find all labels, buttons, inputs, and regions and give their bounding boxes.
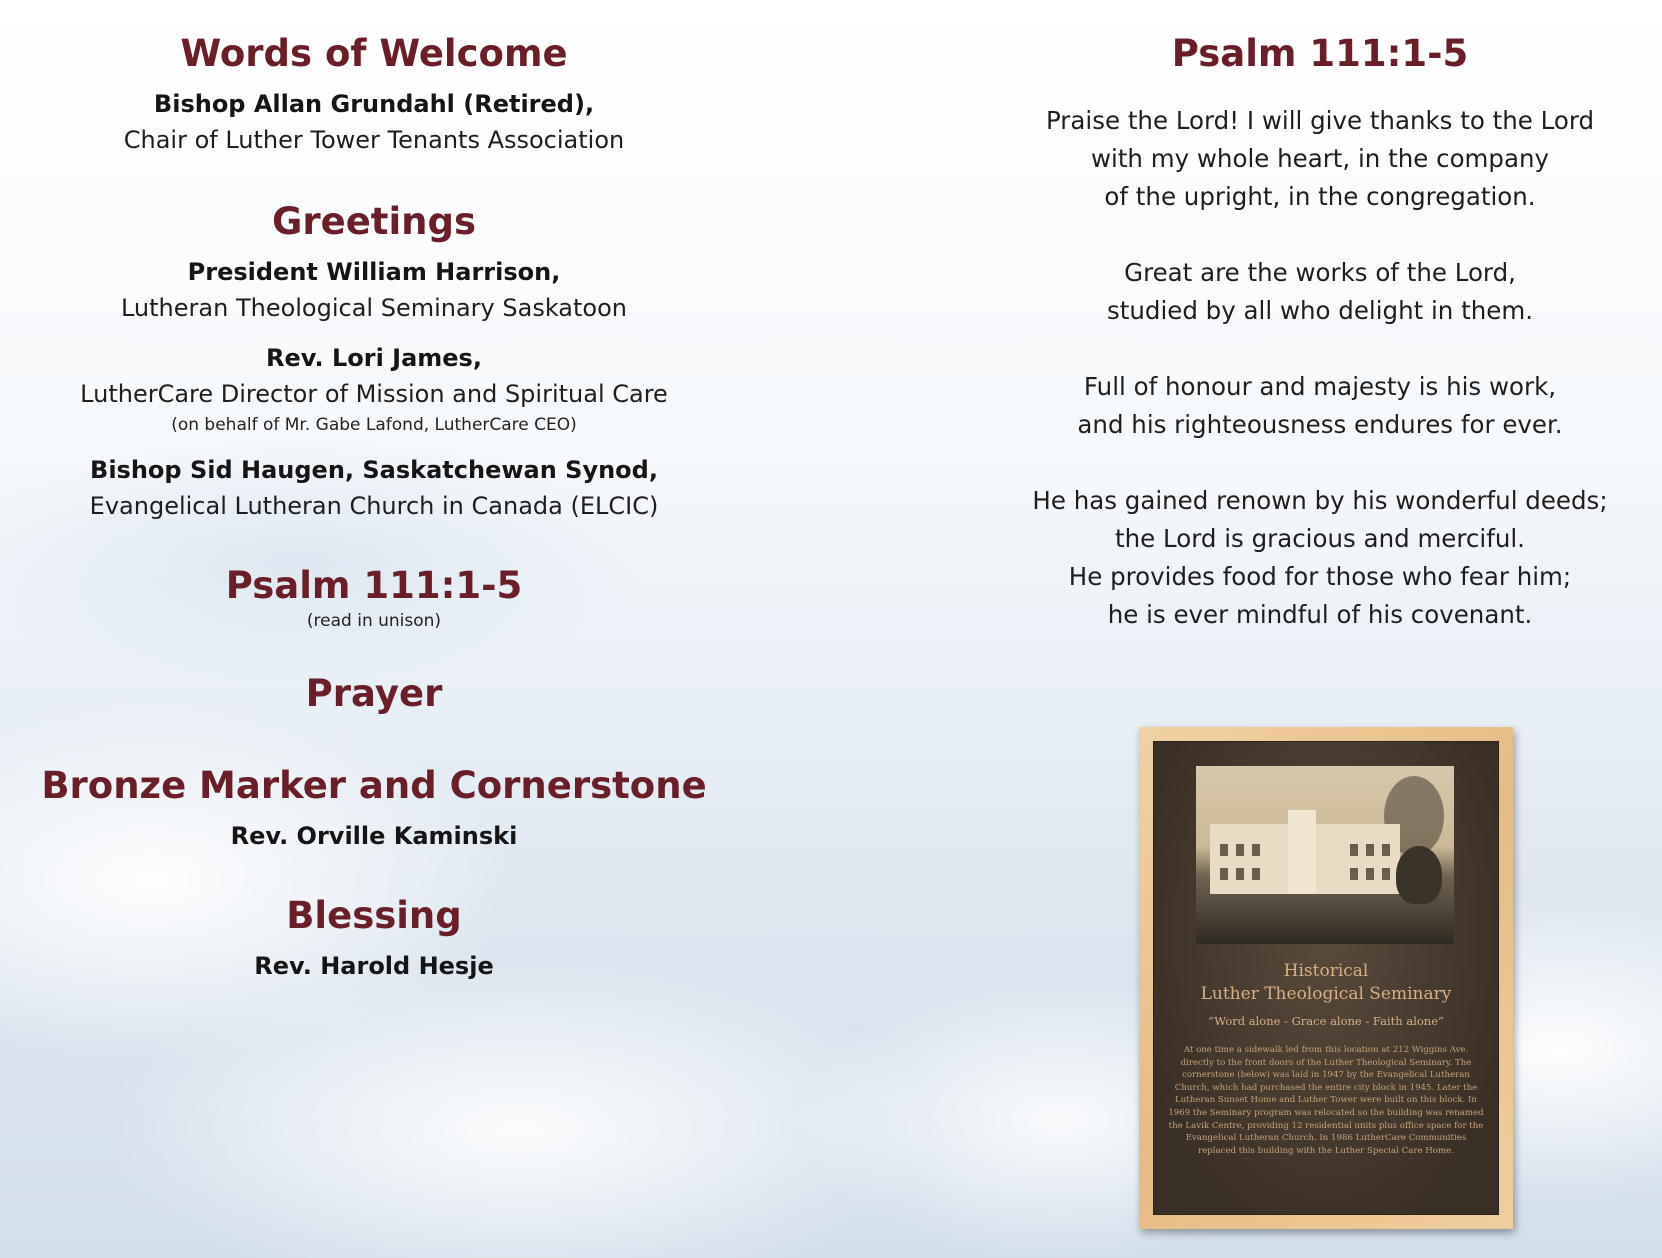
blessing-title: Blessing [286, 894, 462, 937]
psalm-title-left: Psalm 111:1-5 [225, 564, 523, 607]
plaque-heading-2: Luther Theological Seminary [1200, 984, 1452, 1004]
window-shape [1220, 868, 1228, 880]
window-shape [1366, 844, 1374, 856]
psalm-line: Praise the Lord! I will give thanks to the Lord [1045, 106, 1595, 135]
psalm-line: Full of honour and majesty is his work, [1083, 372, 1557, 401]
plaque-heading [1154, 960, 1498, 1006]
welcome-title: Words of Welcome [180, 32, 568, 75]
greeting-speaker-3-name: Bishop Sid Haugen, Saskatchewan Synod, [90, 456, 658, 484]
psalm-stanza-3 [990, 368, 1650, 444]
welcome-name: Bishop Allan Grundahl (Retired), [153, 90, 595, 118]
building-tower-shape [1288, 810, 1316, 894]
marker-name: Rev. Orville Kaminski [230, 822, 518, 850]
greeting-speaker-2-name: Rev. Lori James, [266, 344, 482, 372]
psalm-line: with my whole heart, in the company [1090, 144, 1550, 173]
psalm-note: (read in unison) [306, 611, 442, 631]
psalm-line: the Lord is gracious and merciful. [1115, 524, 1525, 553]
greeting-speaker-2-note: (on behalf of Mr. Gabe Lafond, LutherCare CEO) [171, 415, 577, 435]
seminary-building-photo [1196, 766, 1454, 944]
psalm-line: He provides food for those who fear him; [1068, 562, 1572, 591]
psalm-line: Great are the works of the Lord, [1124, 258, 1516, 287]
plaque-heading-1: Historical [1283, 961, 1369, 981]
greeting-speaker-1-role: Lutheran Theological Seminary Saskatoon [120, 294, 627, 322]
blessing-name: Rev. Harold Hesje [254, 952, 494, 980]
window-shape [1366, 868, 1374, 880]
program-left-column [40, 0, 708, 984]
window-shape [1252, 868, 1260, 880]
psalm-line: of the upright, in the congregation. [1104, 182, 1536, 211]
greetings-title: Greetings [271, 200, 477, 243]
bronze-plaque [1153, 741, 1499, 1215]
prayer-title: Prayer [305, 672, 443, 715]
psalm-line: He has gained renown by his wonderful deeds; [1032, 486, 1608, 515]
tree-shape [1396, 846, 1442, 904]
greeting-speaker-3-role: Evangelical Lutheran Church in Canada (ELCIC) [89, 492, 659, 520]
psalm-stanza-1 [990, 102, 1650, 216]
window-shape [1236, 844, 1244, 856]
psalm-right-column [990, 0, 1650, 672]
greeting-speaker-2-role: LutherCare Director of Mission and Spiritual Care [80, 380, 668, 408]
psalm-stanza-2 [990, 254, 1650, 330]
window-shape [1220, 844, 1228, 856]
bronze-plaque-image [1139, 727, 1513, 1229]
greeting-speaker-1-name: President William Harrison, [187, 258, 561, 286]
marker-title: Bronze Marker and Cornerstone [41, 764, 707, 807]
psalm-line: he is ever mindful of his covenant. [1107, 600, 1533, 629]
plaque-motto: “Word alone - Grace alone - Faith alone” [1208, 1014, 1444, 1028]
psalm-line: and his righteousness endures for ever. [1077, 410, 1563, 439]
plaque-inscription: At one time a sidewalk led from this location at 212 Wiggins Ave. directly to the front doors of the Luther Theological Seminary. The cornerstone (below) was laid in 1947 by the Evangelical Lutheran Church, which had purchased the entire city block in 1945. Later the Lutheran Sunset Home and Luther Tower were built on this block. In 1969 the Seminary program was relocated so the building was renamed the Lavik Centre, providing 12 residential units plus office space for the Evangelical Lutheran Church. In 1986 LutherCare Communities replaced this building with the Luther Special Care Home. [1168, 1045, 1484, 1156]
window-shape [1350, 868, 1358, 880]
window-shape [1236, 868, 1244, 880]
psalm-title-right: Psalm 111:1-5 [1171, 32, 1469, 75]
welcome-role: Chair of Luther Tower Tenants Association [123, 126, 625, 154]
window-shape [1252, 844, 1260, 856]
window-shape [1350, 844, 1358, 856]
psalm-line: studied by all who delight in them. [1107, 296, 1533, 325]
psalm-stanza-4 [990, 482, 1650, 634]
window-shape [1382, 868, 1390, 880]
window-shape [1382, 844, 1390, 856]
